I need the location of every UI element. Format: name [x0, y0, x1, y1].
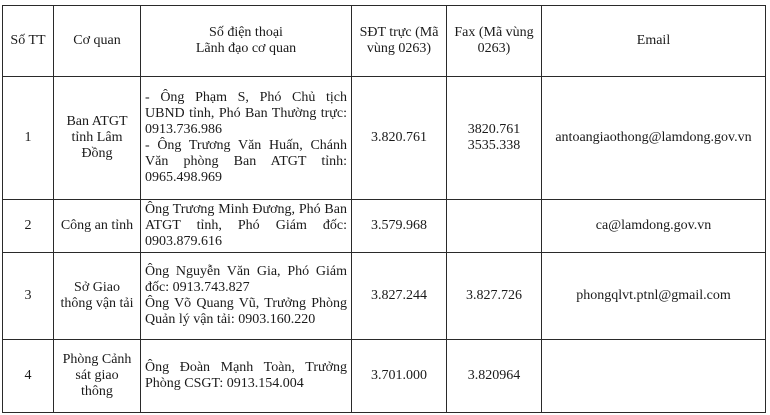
fax-number: 3820.761: [467, 122, 521, 137]
leader-entry: Ông Trương Minh Đương, Phó Ban ATGT tỉnh, Phó Giám đốc: 0903.879.616: [145, 202, 347, 249]
leader-entry: Ông Nguyễn Văn Gia, Phó Giám đốc: 0913.743.827: [145, 264, 347, 295]
table-row: [3, 200, 766, 253]
email-link[interactable]: ca@lamdong.gov.vn: [595, 218, 712, 233]
row-hotline: 3.827.244: [352, 253, 447, 340]
row-org: Công an tỉnh: [54, 200, 141, 253]
table-row: [3, 77, 766, 200]
row-leaders: [141, 253, 352, 340]
row-fax: [447, 340, 542, 413]
row-leaders: [141, 77, 352, 200]
row-stt: 4: [3, 340, 54, 413]
fax-number: 3.827.726: [466, 288, 522, 303]
row-hotline: 3.701.000: [352, 340, 447, 413]
row-email: [542, 340, 766, 413]
header-email: Email: [542, 6, 766, 77]
header-stt: Số TT: [3, 6, 54, 77]
table-header-row: [3, 6, 766, 77]
row-email: [542, 253, 766, 340]
header-phone-line1: Số điện thoại: [209, 25, 283, 40]
contact-table: [2, 5, 766, 413]
header-hotline: SĐT trực (Mã vùng 0263): [352, 6, 447, 77]
leader-entry: - Ông Phạm S, Phó Chủ tịch UBND tỉnh, Phó Ban Thường trực: 0913.736.986: [145, 90, 347, 137]
row-stt: 1: [3, 77, 54, 200]
row-fax: [447, 200, 542, 253]
row-org: Sở Giao thông vận tải: [54, 253, 141, 340]
row-email: [542, 77, 766, 200]
fax-number: 3.820964: [467, 368, 521, 383]
email-link[interactable]: phongqlvt.ptnl@gmail.com: [576, 288, 731, 303]
row-stt: 2: [3, 200, 54, 253]
row-leaders: [141, 340, 352, 413]
header-phone-line2: Lãnh đạo cơ quan: [195, 41, 297, 56]
row-hotline: 3.579.968: [352, 200, 447, 253]
row-org: Ban ATGT tỉnh Lâm Đồng: [54, 77, 141, 200]
leader-entry: Ông Đoàn Mạnh Toàn, Trưởng Phòng CSGT: 0913.154.004: [145, 360, 347, 391]
row-leaders: [141, 200, 352, 253]
header-fax: Fax (Mã vùng 0263): [447, 6, 542, 77]
fax-number: 3535.338: [467, 138, 521, 153]
leader-entry: - Ông Trương Văn Huấn, Chánh Văn phòng Ban ATGT tỉnh: 0965.498.969: [145, 138, 347, 185]
row-fax: [447, 253, 542, 340]
row-org: Phòng Cảnh sát giao thông: [54, 340, 141, 413]
table-row: [3, 253, 766, 340]
row-email: [542, 200, 766, 253]
header-org: Cơ quan: [54, 6, 141, 77]
email-link[interactable]: antoangiaothong@lamdong.gov.vn: [555, 130, 752, 145]
header-phone: [141, 6, 352, 77]
row-stt: 3: [3, 253, 54, 340]
leader-entry: Ông Võ Quang Vũ, Trưởng Phòng Quản lý vận tải: 0903.160.220: [145, 296, 347, 327]
row-fax: [447, 77, 542, 200]
table-row: [3, 340, 766, 413]
row-hotline: 3.820.761: [352, 77, 447, 200]
